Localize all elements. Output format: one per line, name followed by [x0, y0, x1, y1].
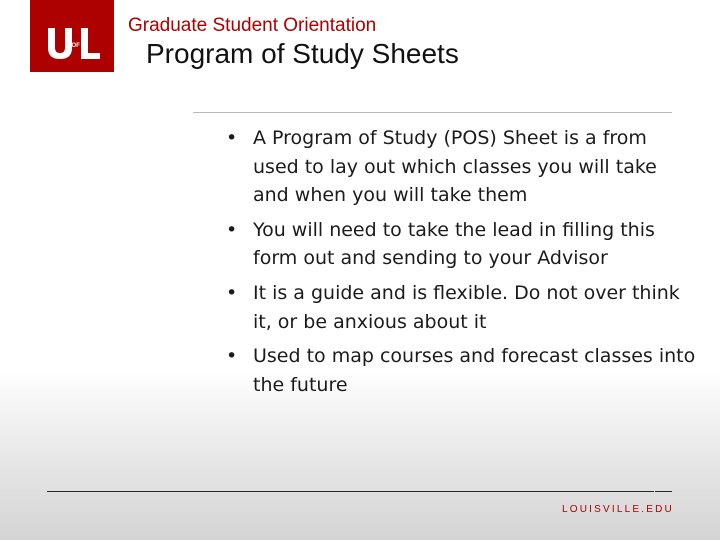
- bullet-marker: •: [226, 127, 238, 149]
- university-logo: [30, 0, 114, 72]
- bullet-item: [226, 216, 696, 273]
- svg-text:OF: OF: [71, 43, 80, 49]
- bullet-marker: •: [226, 345, 238, 368]
- footer-divider-tail: [655, 491, 672, 492]
- uofl-logo-icon: [30, 0, 114, 72]
- bullet-item: [226, 279, 696, 336]
- bullet-list: [226, 124, 696, 405]
- bullet-item: [226, 342, 696, 399]
- bullet-item: [226, 124, 696, 210]
- footer-website-link[interactable]: LOUISVILLE.EDU: [562, 504, 674, 515]
- bullet-marker: •: [226, 218, 238, 241]
- bullet-text: You will need to take the lead in filling this form out and sending to your Advisor: [253, 218, 655, 270]
- bullet-text: It is a guide and is flexible. Do not over think it, or be anxious about it: [253, 281, 680, 333]
- footer-divider: [47, 491, 654, 492]
- slide-title: Program of Study Sheets: [146, 38, 459, 69]
- presentation-kicker: Graduate Student Orientation: [128, 15, 377, 36]
- bullet-text: A Program of Study (POS) Sheet is a from used to lay out which classes you will take and when you will take them: [253, 127, 657, 207]
- bullet-marker: •: [226, 281, 238, 304]
- bullet-text: Used to map courses and forecast classes into the future: [253, 345, 696, 396]
- title-divider: [193, 112, 672, 113]
